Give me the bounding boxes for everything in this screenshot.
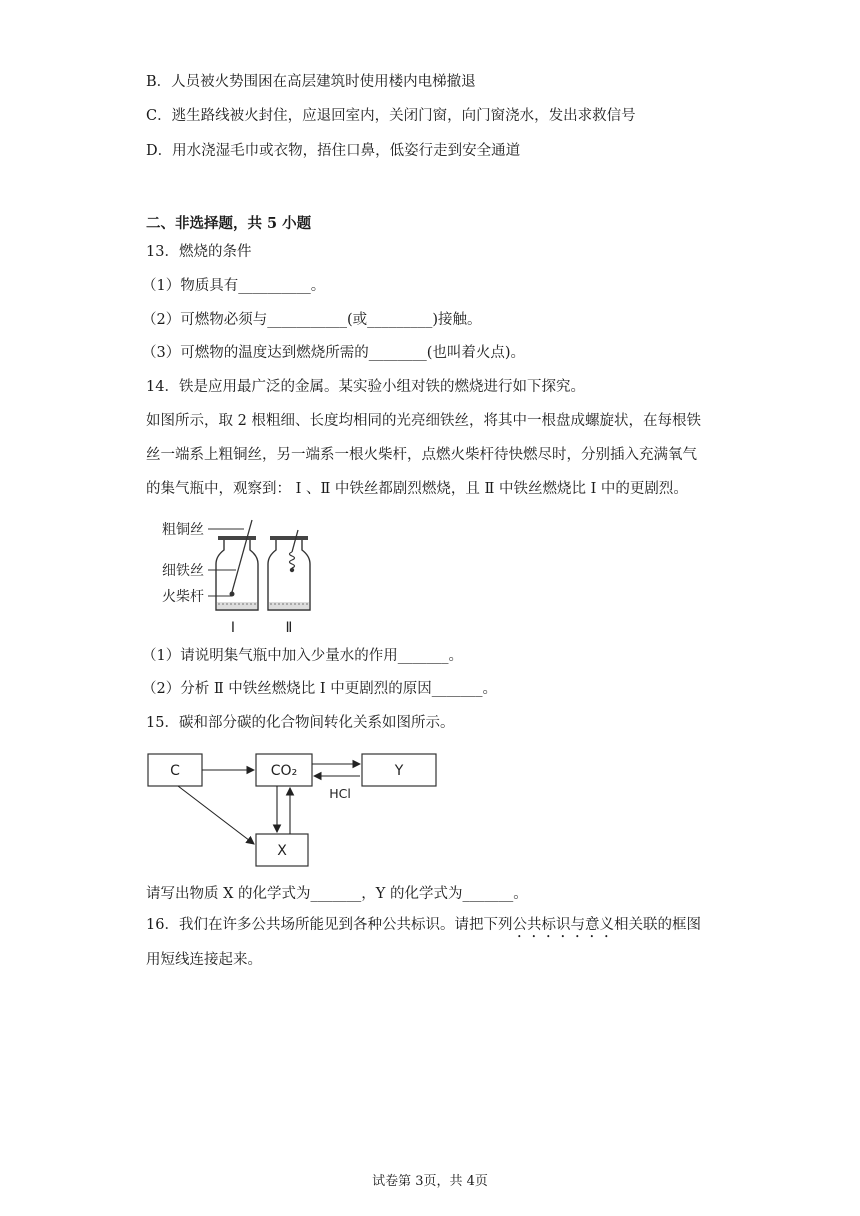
q14-paragraph-line3: 的集气瓶中，观察到： Ⅰ 、Ⅱ 中铁丝都剧烈燃烧，且 Ⅱ 中铁丝燃烧比 Ⅰ 中的更剧烈。: [146, 481, 688, 497]
box-x-label: X: [277, 843, 287, 859]
arrow-c-to-x: [178, 786, 254, 844]
option-b: B．人员被火势围困在高层建筑时使用楼内电梯撤退: [146, 74, 476, 90]
section-title: 二、非选择题，共 5 小题: [146, 215, 312, 232]
label-iron-wire: 细铁丝: [162, 563, 204, 579]
box-y-label: Y: [394, 763, 404, 779]
q16-line1-pre: 16．我们在许多公共场所能见到各种公共标识。请把下列: [146, 917, 513, 933]
q13-title: 13．燃烧的条件: [146, 244, 252, 260]
q14-paragraph-line2: 丝一端系上粗铜丝，另一端系一根火柴杆，点燃火柴杆待快燃尽时，分别插入充满氧气: [146, 447, 697, 463]
q15-answer: 请写出物质 X 的化学式为_______，Y 的化学式为_______。: [146, 886, 528, 902]
label-jar-ii: Ⅱ: [285, 620, 293, 636]
q14-sub1: （1）请说明集气瓶中加入少量水的作用_______。: [142, 648, 463, 664]
q14-sub2: （2）分析 Ⅱ 中铁丝燃烧比 Ⅰ 中更剧烈的原因_______。: [142, 681, 497, 697]
q16-line1-emphasis: 公共标识与意义: [512, 917, 614, 933]
label-copper-wire: 粗铜丝: [162, 522, 204, 538]
q13-sub2: （2）可燃物必须与___________(或_________)接触。: [142, 312, 482, 328]
q15-title: 15．碳和部分碳的化合物间转化关系如图所示。: [146, 715, 455, 731]
q13-sub3: （3）可燃物的温度达到燃烧所需的________(也叫着火点)。: [142, 345, 526, 361]
q16-line2: 用短线连接起来。: [146, 952, 262, 968]
option-d: D．用水浇湿毛巾或衣物，捂住口鼻，低姿行走到安全通道: [146, 143, 521, 159]
jar-ii: [268, 530, 310, 610]
q14-gas-jar-figure: [158, 514, 318, 638]
q16-line1: [146, 915, 701, 941]
q13-sub1: （1）物质具有__________。: [142, 278, 326, 294]
arrow-label-hcl: HCl: [329, 786, 351, 801]
q14-paragraph-line1: 如图所示，取 2 根粗细、长度均相同的光亮细铁丝，将其中一根盘成螺旋状，在每根铁: [146, 413, 701, 429]
q16-line1-post: 相关联的框图: [613, 917, 701, 933]
q14-title: 14．铁是应用最广泛的金属。某实验小组对铁的燃烧进行如下探究。: [146, 379, 585, 395]
label-matchstick: 火柴杆: [162, 589, 204, 605]
q15-conversion-diagram: [140, 748, 450, 872]
page-footer: 试卷第 3页，共 4页: [372, 1174, 488, 1189]
option-c: C．逃生路线被火封住，应退回室内，关闭门窗，向门窗浇水，发出求救信号: [146, 108, 636, 124]
label-jar-i: Ⅰ: [230, 620, 236, 636]
box-c-label: C: [170, 763, 180, 779]
box-co2-label: CO₂: [270, 763, 298, 779]
